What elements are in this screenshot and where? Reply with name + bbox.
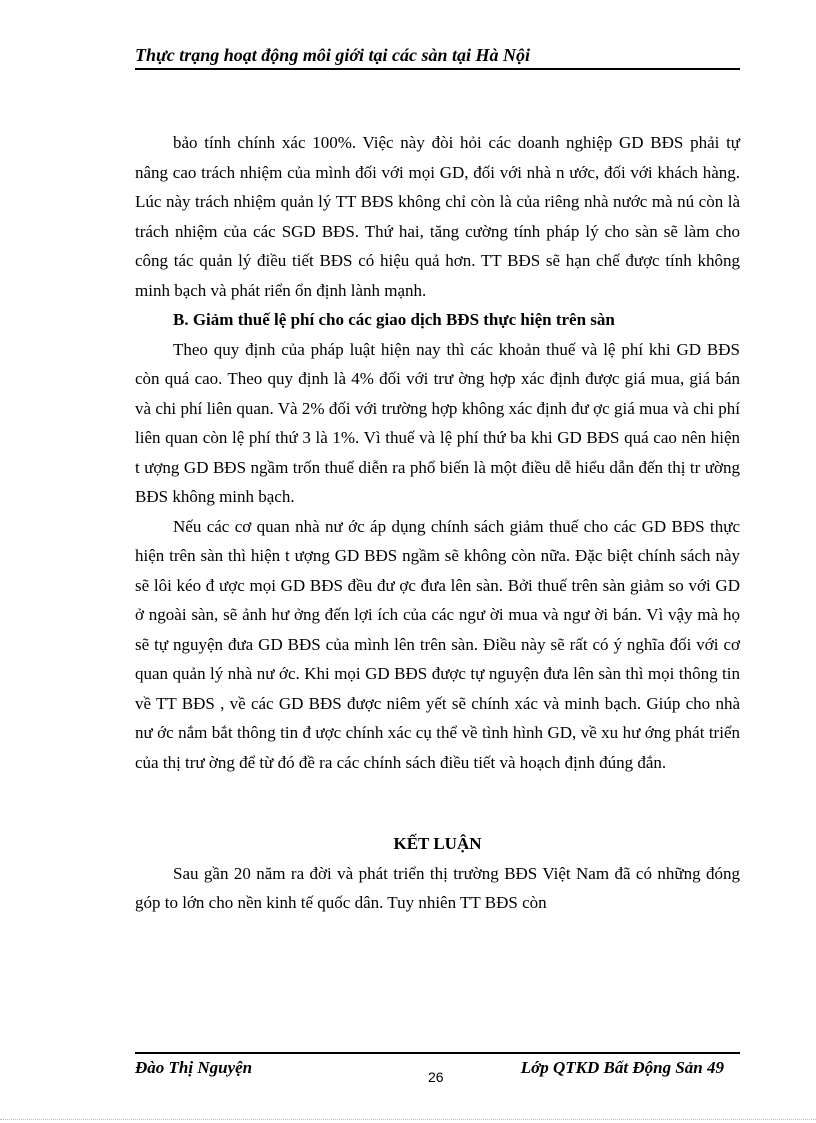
paragraph-4: Sau gần 20 năm ra đời và phát triển thị trường BĐS Việt Nam đã có những đóng góp to lớn cho nền kinh tế quốc dân. Tuy nhiên TT BĐS còn bbox=[135, 863, 740, 912]
page-header-title: Thực trạng hoạt động môi giới tại các sàn tại Hà Nội bbox=[135, 44, 740, 70]
page-bottom-dotted-border bbox=[0, 1119, 816, 1120]
page-number: 26 bbox=[428, 1069, 444, 1085]
document-body bbox=[135, 128, 740, 918]
paragraph-2: Theo quy định của pháp luật hiện nay thì các khoản thuế và lệ phí khi GD BĐS còn quá cao. Theo quy định là 4% đối với trư ờng hợp xác định được giá mua, giá bán và chi phí liên quan. Và 2% đối với trường hợp không xác định đư ợc giá mua và chi phí liên quan còn lệ phí thứ 3 là 1%. Vì thuế và lệ phí thứ ba khi GD BĐS quá cao nên hiện t ượng GD BĐS ngầm trốn thuế diễn ra phổ biến là một điều dễ hiểu dẫn đến thị tr ường BĐS không minh bạch. bbox=[135, 339, 740, 506]
paragraph-1: bảo tính chính xác 100%. Việc này đòi hỏi các doanh nghiệp GD BĐS phải tự nâng cao trách nhiệm của mình đối với mọi GD, đối với nhà n ước, đối với khách hàng. Lúc này trách nhiệm quản lý TT BĐS không chỉ còn là của riêng nhà nước mà nú còn là trách nhiệm của các SGD BĐS. Thứ hai, tăng cường tính pháp lý cho sàn sẽ làm cho công tác quản lý điều tiết BĐS có hiệu quả hơn. TT BĐS sẽ hạn chế được tính không minh bạch và phát riển ổn định lành mạnh. bbox=[135, 133, 740, 300]
conclusion-title: KẾT LUẬN bbox=[393, 834, 482, 853]
footer-divider bbox=[135, 1052, 740, 1054]
footer-class-name: Lớp QTKD Bất Động Sản 49 bbox=[520, 1058, 724, 1077]
paragraph-3: Nếu các cơ quan nhà nư ớc áp dụng chính sách giảm thuế cho các GD BĐS thực hiện trên sàn thì hiện t ượng GD BĐS ngầm sẽ không còn nữa. Đặc biệt chính sách này sẽ lôi kéo đ ược mọi GD BĐS đều đư ợc đưa lên sàn. Bởi thuế trên sàn giảm so với GD ở ngoài sàn, sẽ ảnh hư ởng đến lợi ích của các ngư ời mua và ngư ời bán. Vì vậy mà họ sẽ tự nguyện đưa GD BĐS của mình lên trên sàn. Điều này sẽ rất có ý nghĩa đối với cơ quan quản lý nhà nư ớc. Khi mọi GD BĐS được tự nguyện đưa lên sàn thì mọi thông tin về TT BĐS , về các GD BĐS được niêm yết sẽ chính xác và minh bạch. Giúp cho nhà nư ớc nắm bắt thông tin đ ược chính xác cụ thể về tình hình GD, về xu hư ớng phát triển của thị trư ờng để từ đó đề ra các chính sách điều tiết và hoạch định đúng đắn. bbox=[135, 516, 740, 772]
footer-author: Đào Thị Nguyện bbox=[135, 1058, 253, 1077]
section-heading-b: B. Giảm thuế lệ phí cho các giao dịch BĐS thực hiện trên sàn bbox=[173, 310, 615, 329]
